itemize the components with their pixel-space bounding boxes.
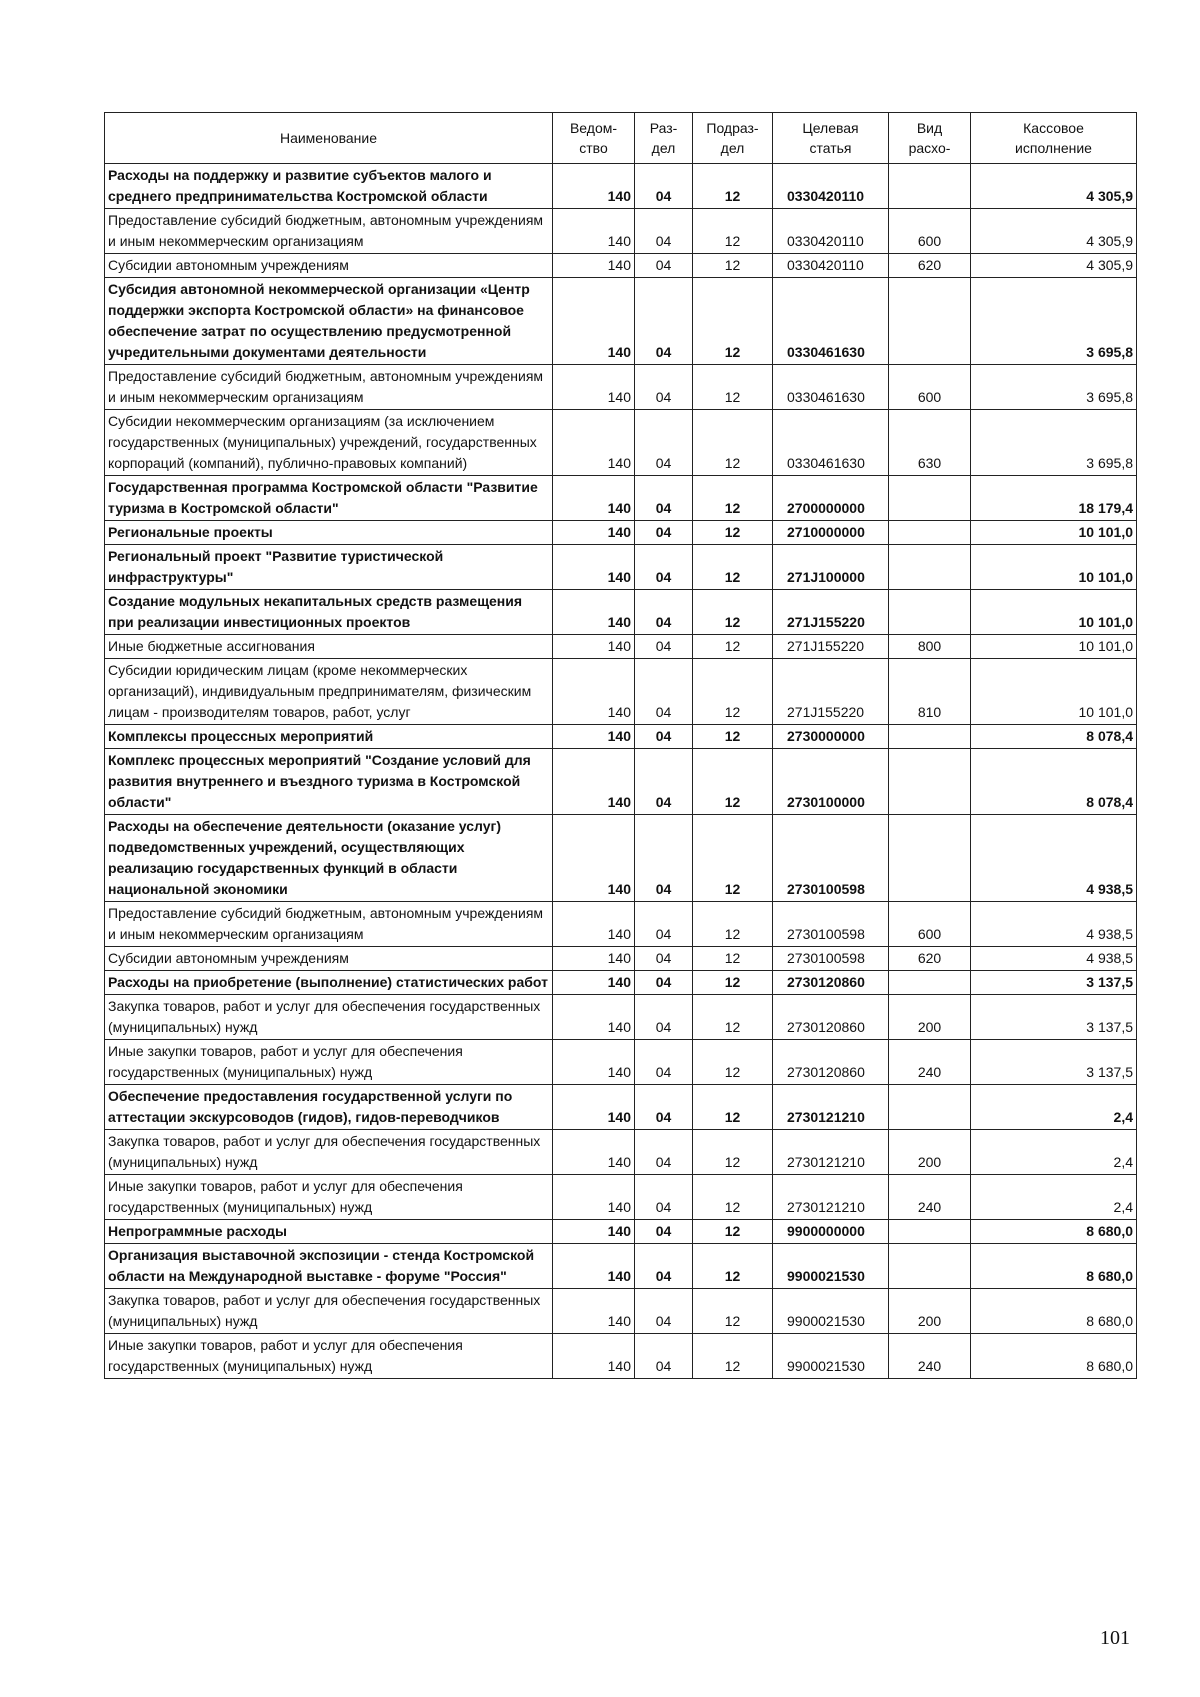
cell-vedomstvo: 140 [553,815,635,902]
cell-vedomstvo: 140 [553,749,635,815]
header-kassovoe-ispolnenie: Кассовое исполнение [971,113,1137,164]
page-number: 101 [1100,1627,1130,1649]
cell-razdel: 04 [635,1130,693,1175]
cell-podrazdel: 12 [693,1040,773,1085]
cell-celevaya-statya: 2730120860 [773,1040,889,1085]
cell-vid-rashodov: 200 [889,1289,971,1334]
table-row [105,1040,1137,1085]
cell-kassovoe-ispolnenie: 10 101,0 [971,521,1137,545]
cell-vedomstvo: 140 [553,476,635,521]
cell-podrazdel: 12 [693,659,773,725]
cell-celevaya-statya: 2710000000 [773,521,889,545]
header-vid-rashodov: Вид расхо- [889,113,971,164]
cell-vid-rashodov [889,278,971,365]
cell-name: Комплекс процессных мероприятий "Создание условий для развития внутреннего и въездного туризма в Костромской области" [105,749,553,815]
cell-kassovoe-ispolnenie: 10 101,0 [971,635,1137,659]
cell-name: Закупка товаров, работ и услуг для обеспечения государственных (муниципальных) нужд [105,1289,553,1334]
cell-name: Иные закупки товаров, работ и услуг для обеспечения государственных (муниципальных) нужд [105,1334,553,1379]
cell-vid-rashodov [889,545,971,590]
cell-vid-rashodov: 800 [889,635,971,659]
cell-kassovoe-ispolnenie: 3 137,5 [971,995,1137,1040]
cell-celevaya-statya: 2730100598 [773,902,889,947]
cell-celevaya-statya: 2730121210 [773,1175,889,1220]
cell-vid-rashodov [889,1244,971,1289]
cell-celevaya-statya: 9900000000 [773,1220,889,1244]
header-name: Наименование [105,113,553,164]
cell-kassovoe-ispolnenie: 10 101,0 [971,545,1137,590]
cell-kassovoe-ispolnenie: 3 695,8 [971,278,1137,365]
cell-celevaya-statya: 0330461630 [773,410,889,476]
cell-razdel: 04 [635,1040,693,1085]
cell-vid-rashodov: 200 [889,995,971,1040]
cell-name: Предоставление субсидий бюджетным, автономным учреждениям и иным некоммерческим организациям [105,209,553,254]
cell-podrazdel: 12 [693,164,773,209]
cell-vid-rashodov: 240 [889,1334,971,1379]
cell-vid-rashodov [889,1085,971,1130]
cell-razdel: 04 [635,410,693,476]
cell-razdel: 04 [635,635,693,659]
table-row [105,725,1137,749]
cell-celevaya-statya: 271J155220 [773,659,889,725]
table-row [105,365,1137,410]
table-row [105,635,1137,659]
cell-vid-rashodov: 630 [889,410,971,476]
cell-name: Расходы на поддержку и развитие субъектов малого и среднего предпринимательства Костромской области [105,164,553,209]
cell-razdel: 04 [635,1085,693,1130]
cell-vedomstvo: 140 [553,1289,635,1334]
table-row [105,902,1137,947]
cell-kassovoe-ispolnenie: 4 305,9 [971,254,1137,278]
cell-razdel: 04 [635,164,693,209]
cell-kassovoe-ispolnenie: 10 101,0 [971,659,1137,725]
cell-vedomstvo: 140 [553,410,635,476]
cell-vedomstvo: 140 [553,365,635,410]
table-row [105,1334,1137,1379]
cell-name: Субсидии автономным учреждениям [105,947,553,971]
cell-razdel: 04 [635,278,693,365]
cell-razdel: 04 [635,725,693,749]
cell-razdel: 04 [635,995,693,1040]
cell-vid-rashodov: 810 [889,659,971,725]
cell-celevaya-statya: 2730100598 [773,947,889,971]
cell-kassovoe-ispolnenie: 8 680,0 [971,1220,1137,1244]
cell-celevaya-statya: 271J100000 [773,545,889,590]
table-row [105,164,1137,209]
cell-razdel: 04 [635,1334,693,1379]
cell-podrazdel: 12 [693,545,773,590]
cell-kassovoe-ispolnenie: 2,4 [971,1130,1137,1175]
cell-celevaya-statya: 0330420110 [773,254,889,278]
budget-table [104,112,1137,1379]
cell-podrazdel: 12 [693,1085,773,1130]
table-row [105,590,1137,635]
header-razdel: Раз- дел [635,113,693,164]
cell-razdel: 04 [635,749,693,815]
cell-name: Создание модульных некапитальных средств размещения при реализации инвестиционных проектов [105,590,553,635]
cell-razdel: 04 [635,659,693,725]
table-row [105,1085,1137,1130]
table-row [105,410,1137,476]
cell-name: Расходы на обеспечение деятельности (оказание услуг) подведомственных учреждений, осуществляющих реализацию государственных функций в области национальной экономики [105,815,553,902]
cell-razdel: 04 [635,1289,693,1334]
table-row [105,1130,1137,1175]
cell-razdel: 04 [635,365,693,410]
cell-vid-rashodov: 620 [889,254,971,278]
cell-vid-rashodov [889,521,971,545]
cell-name: Непрограммные расходы [105,1220,553,1244]
cell-kassovoe-ispolnenie: 3 137,5 [971,971,1137,995]
cell-razdel: 04 [635,1244,693,1289]
cell-celevaya-statya: 2700000000 [773,476,889,521]
cell-celevaya-statya: 2730000000 [773,725,889,749]
cell-celevaya-statya: 2730120860 [773,971,889,995]
cell-podrazdel: 12 [693,902,773,947]
cell-podrazdel: 12 [693,410,773,476]
cell-kassovoe-ispolnenie: 8 680,0 [971,1334,1137,1379]
table-body [105,164,1137,1379]
header-celevaya-statya: Целевая статья [773,113,889,164]
table-row [105,476,1137,521]
cell-name: Региональный проект "Развитие туристической инфраструктуры" [105,545,553,590]
cell-vedomstvo: 140 [553,1175,635,1220]
cell-name: Предоставление субсидий бюджетным, автономным учреждениям и иным некоммерческим организациям [105,365,553,410]
cell-vid-rashodov: 620 [889,947,971,971]
cell-celevaya-statya: 9900021530 [773,1244,889,1289]
cell-celevaya-statya: 271J155220 [773,635,889,659]
cell-celevaya-statya: 271J155220 [773,590,889,635]
cell-kassovoe-ispolnenie: 18 179,4 [971,476,1137,521]
cell-vedomstvo: 140 [553,278,635,365]
cell-vedomstvo: 140 [553,947,635,971]
cell-podrazdel: 12 [693,971,773,995]
table-row [105,1220,1137,1244]
cell-razdel: 04 [635,209,693,254]
cell-celevaya-statya: 2730100598 [773,815,889,902]
cell-celevaya-statya: 0330420110 [773,164,889,209]
cell-kassovoe-ispolnenie: 3 137,5 [971,1040,1137,1085]
cell-name: Иные закупки товаров, работ и услуг для обеспечения государственных (муниципальных) нужд [105,1040,553,1085]
cell-celevaya-statya: 0330461630 [773,278,889,365]
cell-vedomstvo: 140 [553,164,635,209]
cell-kassovoe-ispolnenie: 2,4 [971,1085,1137,1130]
cell-name: Комплексы процессных мероприятий [105,725,553,749]
table-row [105,815,1137,902]
cell-celevaya-statya: 0330420110 [773,209,889,254]
table-row [105,995,1137,1040]
cell-podrazdel: 12 [693,278,773,365]
cell-kassovoe-ispolnenie: 4 938,5 [971,815,1137,902]
cell-vedomstvo: 140 [553,545,635,590]
cell-vid-rashodov: 600 [889,902,971,947]
cell-podrazdel: 12 [693,1334,773,1379]
cell-podrazdel: 12 [693,815,773,902]
cell-vid-rashodov [889,476,971,521]
cell-vid-rashodov: 200 [889,1130,971,1175]
cell-vid-rashodov [889,815,971,902]
cell-kassovoe-ispolnenie: 10 101,0 [971,590,1137,635]
header-podrazdel: Подраз- дел [693,113,773,164]
cell-podrazdel: 12 [693,995,773,1040]
cell-vid-rashodov [889,1220,971,1244]
cell-name: Закупка товаров, работ и услуг для обеспечения государственных (муниципальных) нужд [105,995,553,1040]
cell-kassovoe-ispolnenie: 3 695,8 [971,365,1137,410]
cell-vid-rashodov [889,971,971,995]
cell-podrazdel: 12 [693,635,773,659]
cell-name: Субсидии автономным учреждениям [105,254,553,278]
cell-podrazdel: 12 [693,476,773,521]
table-row [105,1244,1137,1289]
cell-kassovoe-ispolnenie: 4 938,5 [971,947,1137,971]
table-row [105,521,1137,545]
cell-razdel: 04 [635,947,693,971]
table-row [105,971,1137,995]
cell-podrazdel: 12 [693,590,773,635]
cell-podrazdel: 12 [693,749,773,815]
cell-razdel: 04 [635,1175,693,1220]
cell-razdel: 04 [635,1220,693,1244]
cell-vedomstvo: 140 [553,725,635,749]
cell-vid-rashodov: 240 [889,1175,971,1220]
cell-vid-rashodov: 240 [889,1040,971,1085]
cell-razdel: 04 [635,590,693,635]
cell-vedomstvo: 140 [553,1130,635,1175]
cell-vedomstvo: 140 [553,635,635,659]
cell-celevaya-statya: 2730121210 [773,1085,889,1130]
cell-vedomstvo: 140 [553,209,635,254]
cell-name: Обеспечение предоставления государственной услуги по аттестации экскурсоводов (гидов), гидов-переводчиков [105,1085,553,1130]
cell-vid-rashodov: 600 [889,365,971,410]
cell-name: Предоставление субсидий бюджетным, автономным учреждениям и иным некоммерческим организациям [105,902,553,947]
cell-vedomstvo: 140 [553,995,635,1040]
table-row [105,278,1137,365]
cell-kassovoe-ispolnenie: 4 938,5 [971,902,1137,947]
cell-vedomstvo: 140 [553,971,635,995]
cell-vid-rashodov [889,749,971,815]
cell-razdel: 04 [635,545,693,590]
cell-name: Государственная программа Костромской области "Развитие туризма в Костромской области" [105,476,553,521]
cell-celevaya-statya: 2730121210 [773,1130,889,1175]
cell-vedomstvo: 140 [553,1220,635,1244]
table-row [105,209,1137,254]
cell-razdel: 04 [635,254,693,278]
cell-razdel: 04 [635,971,693,995]
cell-vedomstvo: 140 [553,1085,635,1130]
cell-podrazdel: 12 [693,521,773,545]
table-header [105,113,1137,164]
cell-name: Иные бюджетные ассигнования [105,635,553,659]
cell-name: Иные закупки товаров, работ и услуг для обеспечения государственных (муниципальных) нужд [105,1175,553,1220]
table-row [105,545,1137,590]
cell-kassovoe-ispolnenie: 8 078,4 [971,749,1137,815]
cell-podrazdel: 12 [693,1220,773,1244]
cell-razdel: 04 [635,815,693,902]
cell-vedomstvo: 140 [553,254,635,278]
cell-podrazdel: 12 [693,1289,773,1334]
table-row [105,749,1137,815]
cell-vedomstvo: 140 [553,590,635,635]
cell-kassovoe-ispolnenie: 8 078,4 [971,725,1137,749]
cell-vedomstvo: 140 [553,659,635,725]
cell-vid-rashodov [889,164,971,209]
cell-kassovoe-ispolnenie: 8 680,0 [971,1244,1137,1289]
header-vedomstvo: Ведом- ство [553,113,635,164]
table-row [105,947,1137,971]
cell-razdel: 04 [635,476,693,521]
cell-name: Субсидии юридическим лицам (кроме некоммерческих организаций), индивидуальным предпринимателям, физическим лицам - производителям товаров, работ, услуг [105,659,553,725]
cell-celevaya-statya: 2730100000 [773,749,889,815]
cell-vid-rashodov: 600 [889,209,971,254]
table-row [105,254,1137,278]
cell-vedomstvo: 140 [553,1244,635,1289]
cell-name: Субсидии некоммерческим организациям (за исключением государственных (муниципальных) учреждений, государственных корпораций (компаний), публично-правовых компаний) [105,410,553,476]
table-row [105,659,1137,725]
cell-celevaya-statya: 2730120860 [773,995,889,1040]
cell-vedomstvo: 140 [553,1040,635,1085]
cell-vid-rashodov [889,590,971,635]
cell-name: Расходы на приобретение (выполнение) статистических работ [105,971,553,995]
cell-celevaya-statya: 0330461630 [773,365,889,410]
cell-vid-rashodov [889,725,971,749]
cell-kassovoe-ispolnenie: 3 695,8 [971,410,1137,476]
table-row [105,1175,1137,1220]
cell-celevaya-statya: 9900021530 [773,1334,889,1379]
cell-podrazdel: 12 [693,947,773,971]
cell-celevaya-statya: 9900021530 [773,1289,889,1334]
cell-kassovoe-ispolnenie: 8 680,0 [971,1289,1137,1334]
cell-podrazdel: 12 [693,365,773,410]
table-row [105,1289,1137,1334]
cell-kassovoe-ispolnenie: 2,4 [971,1175,1137,1220]
cell-vedomstvo: 140 [553,902,635,947]
cell-razdel: 04 [635,521,693,545]
cell-kassovoe-ispolnenie: 4 305,9 [971,164,1137,209]
cell-name: Закупка товаров, работ и услуг для обеспечения государственных (муниципальных) нужд [105,1130,553,1175]
cell-razdel: 04 [635,902,693,947]
cell-podrazdel: 12 [693,725,773,749]
cell-podrazdel: 12 [693,1244,773,1289]
cell-podrazdel: 12 [693,254,773,278]
cell-kassovoe-ispolnenie: 4 305,9 [971,209,1137,254]
cell-name: Региональные проекты [105,521,553,545]
cell-name: Субсидия автономной некоммерческой организации «Центр поддержки экспорта Костромской области» на финансовое обеспечение затрат по осуществлению предусмотренной учредительными документами деятельности [105,278,553,365]
cell-podrazdel: 12 [693,1175,773,1220]
cell-podrazdel: 12 [693,209,773,254]
cell-vedomstvo: 140 [553,521,635,545]
cell-name: Организация выставочной экспозиции - стенда Костромской области на Международной выставке - форуме "Россия" [105,1244,553,1289]
cell-podrazdel: 12 [693,1130,773,1175]
cell-vedomstvo: 140 [553,1334,635,1379]
